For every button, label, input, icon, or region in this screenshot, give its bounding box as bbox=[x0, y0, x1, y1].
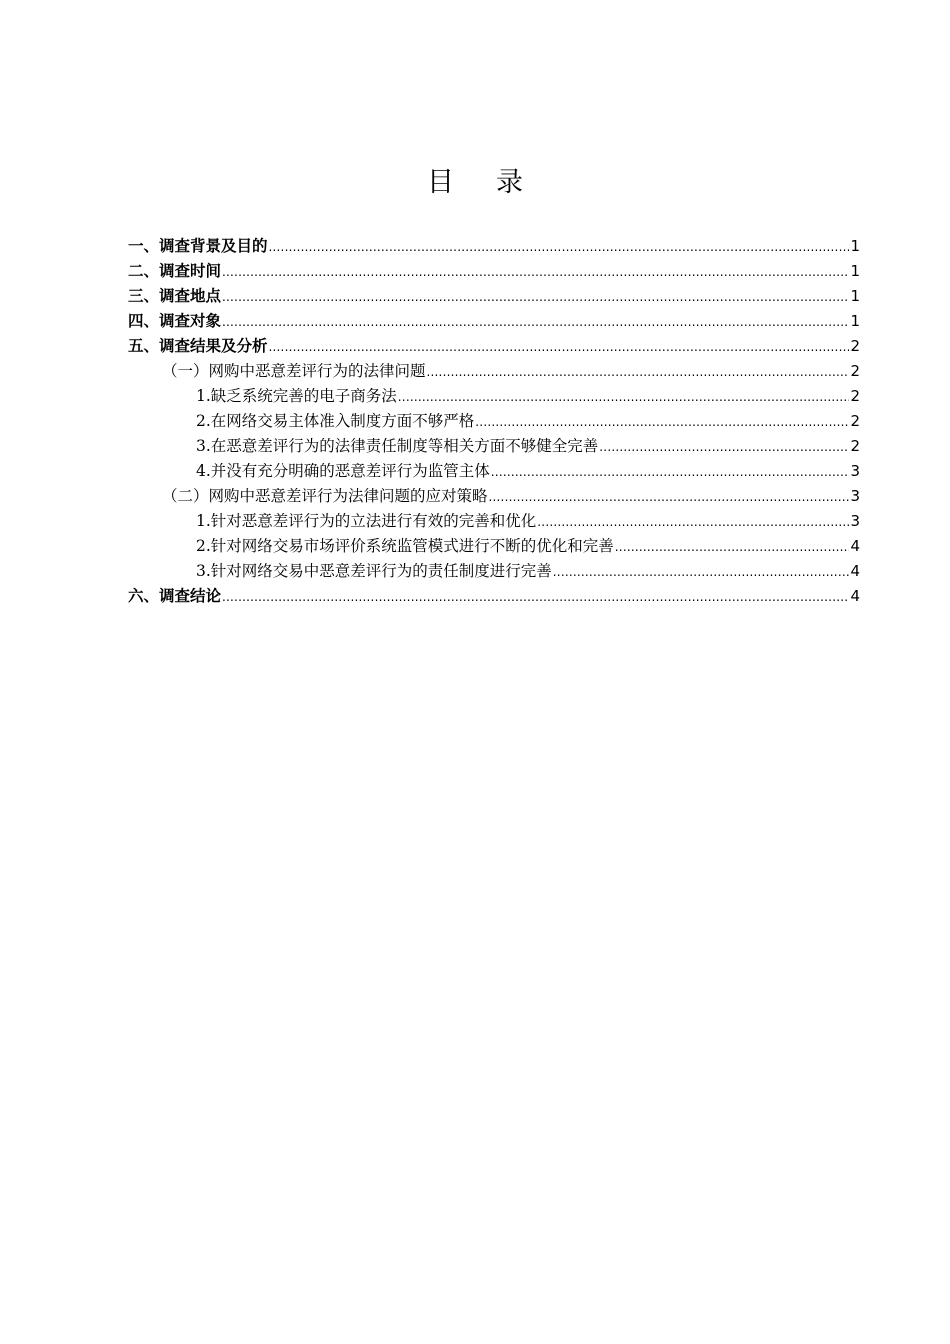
toc-entry-label: 一、调查背景及目的 bbox=[128, 237, 268, 255]
toc-page-number: 1 bbox=[850, 237, 860, 255]
toc-page-number: 3 bbox=[850, 512, 860, 530]
toc-page-number: 2 bbox=[850, 412, 860, 430]
toc-page-number: 1 bbox=[850, 287, 860, 305]
toc-page-number: 2 bbox=[850, 387, 860, 405]
toc-entry-5-2-2[interactable] bbox=[128, 536, 860, 561]
title-part-2: 录 bbox=[496, 167, 523, 198]
toc-entry-label: 二、调查时间 bbox=[128, 262, 222, 280]
toc-leader-dots bbox=[222, 287, 849, 307]
toc-leader-dots bbox=[269, 337, 850, 357]
toc-page-number: 1 bbox=[850, 312, 860, 330]
toc-entry-label: （二）网购中恶意差评行为法律问题的应对策略 bbox=[162, 487, 488, 505]
toc-page-number: 2 bbox=[850, 362, 860, 380]
toc-page-number: 2 bbox=[850, 337, 860, 355]
toc-entry-label: 4.并没有充分明确的恶意差评行为监管主体 bbox=[196, 462, 490, 480]
toc-entry-5-1-4[interactable] bbox=[128, 461, 860, 486]
toc-leader-dots bbox=[222, 312, 849, 332]
toc-page-number: 4 bbox=[850, 562, 860, 580]
toc-leader-dots bbox=[427, 362, 850, 382]
toc-leader-dots bbox=[398, 387, 850, 407]
toc-entry-5-2-1[interactable] bbox=[128, 511, 860, 536]
toc-page-number: 4 bbox=[850, 537, 860, 555]
toc-entry-label: 3.在恶意差评行为的法律责任制度等相关方面不够健全完善 bbox=[196, 437, 599, 455]
toc-entry-label: 2.在网络交易主体准入制度方面不够严格 bbox=[196, 412, 475, 430]
toc-entry-6[interactable] bbox=[128, 586, 860, 611]
toc-entry-label: （一）网购中恶意差评行为的法律问题 bbox=[162, 362, 426, 380]
toc-leader-dots bbox=[491, 462, 850, 482]
toc-leader-dots bbox=[489, 487, 850, 507]
table-of-contents bbox=[128, 236, 860, 611]
toc-entry-5-2-3[interactable] bbox=[128, 561, 860, 586]
toc-leader-dots bbox=[222, 587, 849, 607]
toc-entry-5[interactable] bbox=[128, 336, 860, 361]
toc-entry-1[interactable] bbox=[128, 236, 860, 261]
toc-entry-label: 四、调查对象 bbox=[128, 312, 222, 330]
title-part-1: 目 bbox=[427, 167, 454, 198]
toc-entry-5-1-2[interactable] bbox=[128, 411, 860, 436]
toc-page-number: 3 bbox=[850, 487, 860, 505]
toc-entry-3[interactable] bbox=[128, 286, 860, 311]
toc-leader-dots bbox=[553, 562, 850, 582]
toc-entry-label: 2.针对网络交易市场评价系统监管模式进行不断的优化和完善 bbox=[196, 537, 614, 555]
toc-leader-dots bbox=[475, 412, 849, 432]
toc-page-number: 2 bbox=[850, 437, 860, 455]
toc-leader-dots bbox=[222, 262, 849, 282]
toc-leader-dots bbox=[599, 437, 849, 457]
toc-entry-2[interactable] bbox=[128, 261, 860, 286]
toc-leader-dots bbox=[615, 537, 850, 557]
toc-entry-5-1[interactable] bbox=[128, 361, 860, 386]
toc-page-number: 1 bbox=[850, 262, 860, 280]
toc-page-number: 3 bbox=[850, 462, 860, 480]
toc-entry-5-1-1[interactable] bbox=[128, 386, 860, 411]
toc-entry-label: 六、调查结论 bbox=[128, 587, 222, 605]
toc-entry-label: 五、调查结果及分析 bbox=[128, 337, 268, 355]
toc-entry-label: 三、调查地点 bbox=[128, 287, 222, 305]
toc-entry-5-1-3[interactable] bbox=[128, 436, 860, 461]
page-title bbox=[0, 160, 950, 199]
toc-entry-5-2[interactable] bbox=[128, 486, 860, 511]
toc-page-number: 4 bbox=[850, 587, 860, 605]
toc-entry-label: 1.缺乏系统完善的电子商务法 bbox=[196, 387, 397, 405]
toc-leader-dots bbox=[537, 512, 849, 532]
toc-entry-4[interactable] bbox=[128, 311, 860, 336]
toc-entry-label: 1.针对恶意差评行为的立法进行有效的完善和优化 bbox=[196, 512, 537, 530]
toc-leader-dots bbox=[269, 237, 850, 257]
toc-entry-label: 3.针对网络交易中恶意差评行为的责任制度进行完善 bbox=[196, 562, 552, 580]
